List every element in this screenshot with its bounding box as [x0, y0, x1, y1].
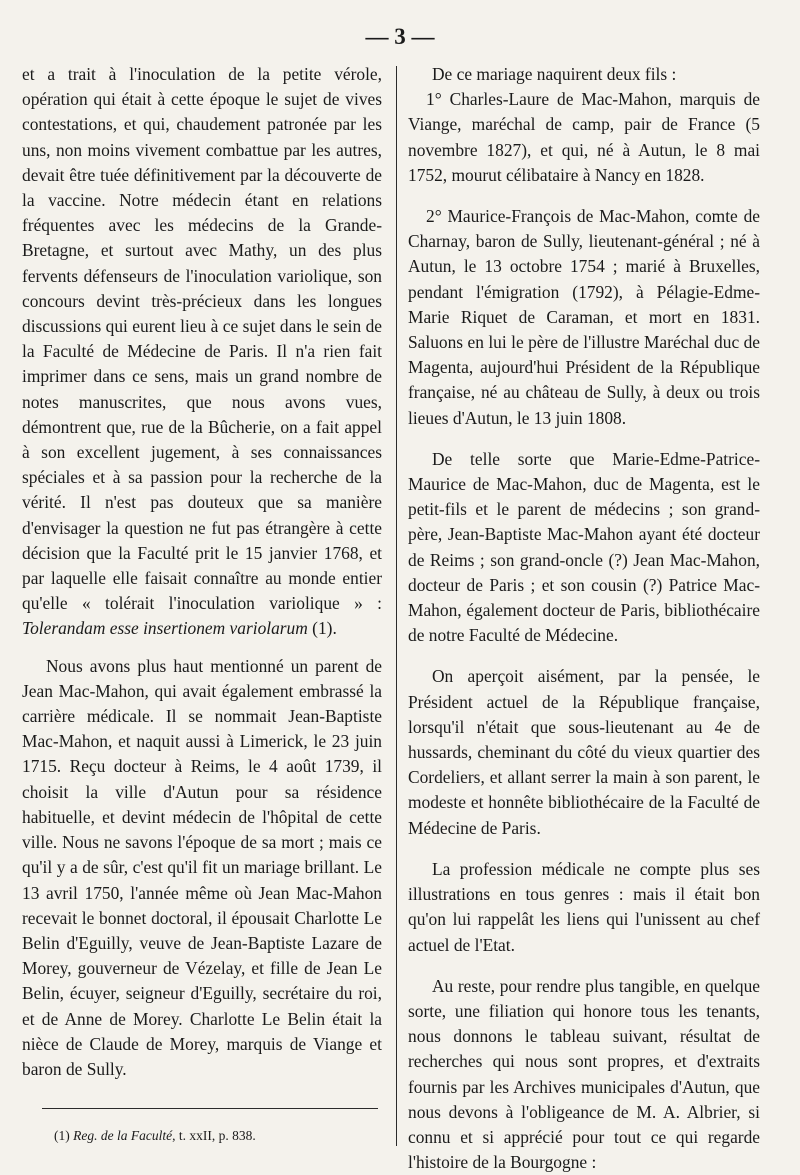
column-divider: [396, 66, 397, 1146]
first-son-entry: 1° Charles-Laure de Mac-Mahon, marquis de Viange, maréchal de camp, pair de France (5 novembre 1827), et qui, né à Autun, le 8 mai 1752, mourut célibataire à Nancy en 1828.: [408, 89, 760, 185]
left-column: [22, 62, 382, 1082]
footnote-divider: [42, 1108, 378, 1109]
table-intro-paragraph: Au reste, pour rendre plus tangible, en quelque sorte, une filiation qui honore tous les tenants, nous donnons le tableau suivant, résultat de recherches qui nous sont propres, et d'extraits fournis par les Archives municipales d'Autun, que nous devons à l'obligeance de M. A. Albrier, si connu et si apprécié pour tout ce qui regarde l'histoire de la Bourgogne :: [408, 975, 760, 1173]
profession-paragraph: La profession médicale ne compte plus ses illustrations en tous genres : mais il était bon qu'on lui rappelât les liens qui l'unissent au chef actuel de l'Etat.: [408, 858, 760, 955]
marriage-intro: De ce mariage naquirent deux fils :: [432, 64, 677, 84]
jean-baptiste-paragraph: Nous avons plus haut mentionné un parent de Jean Mac-Mahon, qui avait également embrassé la carrière médicale. Il se nommait Jean-Baptiste Mac-Mahon, et naquit aussi à Limerick, le 23 juin 1715. Reçu docteur à Reims, le 4 août 1739, il choisit la ville d'Autun pour sa résidence habituelle, et devint médecin de l'hôpital de cette ville. Nous ne savons l'époque de sa mort ; mais ce qu'il y a de sûr, c'est qu'il fit un mariage brillant. Le 13 avril 1750, l'année même où Jean Mac-Mahon recevait le bonnet doctoral, il épousait Charlotte Le Belin d'Eguilly, veuve de Jean-Baptiste Lazare de Morey, gouverneur de Vézelay, et fille de Jean Le Belin, écuyer, seigneur d'Eguilly, secrétaire du roi, et de Anne de Morey. Charlotte Le Belin était la nièce de Claude de Morey, marquis de Viange et baron de Sully.: [22, 655, 382, 1079]
inoculation-paragraph: [22, 62, 382, 642]
page-number: — 3 —: [365, 24, 435, 49]
second-son-entry: 2° Maurice-François de Mac-Mahon, comte de Charnay, baron de Sully, lieutenant-général ; né à Autun, le 13 octobre 1754 ; marié à Bruxelles, pendant l'émigration (1792), à Pélagie-Edme-Marie Riquet de Caraman, et mort en 1831. Saluons en lui le père de l'illustre Maréchal duc de Magenta, aujourd'hui Président de la République française, né au château de Sully, à deux ou trois lieues d'Autun, le 13 juin 1808.: [408, 206, 760, 428]
right-column: [408, 62, 760, 1175]
footnote: [54, 1128, 256, 1144]
latin-quote: Tolerandam esse insertionem variolarum: [22, 618, 308, 639]
lineage-paragraph: De telle sorte que Marie-Edme-Patrice-Maurice de Mac-Mahon, duc de Magenta, est le petit-fils et le parent de médecins ; son grand-père, Jean-Baptiste Mac-Mahon ayant été docteur de Reims ; son grand-oncle (?) Jean Mac-Mahon, docteur de Paris ; et son cousin (?) Patrice Mac-Mahon, également docteur de Paris, bibliothécaire de notre Faculté de Médecine.: [408, 448, 760, 646]
footnote-reference-detail: , t. xxII, p. 838.: [172, 1128, 256, 1143]
president-paragraph: On aperçoit aisément, par la pensée, le Président actuel de la République française, lorsqu'il n'était que sous-lieutenant au 4e de hussards, cheminant du côté du vieux quartier des Cordeliers, et allant serrer la main à son parent, le modeste et honnête bibliothécaire de la Faculté de Médecine de Paris.: [408, 666, 760, 838]
inoculation-text: et a trait à l'inoculation de la petite vérole, opération qui était à cette époque le sujet de vives contestations, et qui, chaudement patronée par les uns, non moins vivement combattue par les autres, devait être tuée définitivement par la découverte de la vaccine. Notre médecin étant en relations fréquentes avec les médecins de la Grande-Bretagne, et surtout avec Mathy, un des plus fervents défenseurs de l'inoculation variolique, son concours devint très-précieux dans les longues discussions qui eurent lieu à ce sujet dans le sein de la Faculté de Médecine de Paris. Il n'a rien fait imprimer dans ce sens, mais un grand nombre de notes manuscrites, que nous avons vues, démontrent que, rue de la Bûcherie, on a fait appel à son excellent jugement, à ses connaissances spéciales et à sa passion pour la recherche de la vérité. Il n'est pas douteux que sa manière d'envisager la question ne fut pas étrangère à cette décision que la Faculté prit le 15 janvier 1768, et par laquelle elle faisait connaître au monde entier qu'elle « tolérait l'inoculation variolique » :: [22, 64, 382, 614]
footnote-reference: (1).: [307, 618, 337, 639]
footnote-marker: (1): [54, 1128, 70, 1143]
footnote-source: Reg. de la Faculté: [73, 1128, 173, 1143]
